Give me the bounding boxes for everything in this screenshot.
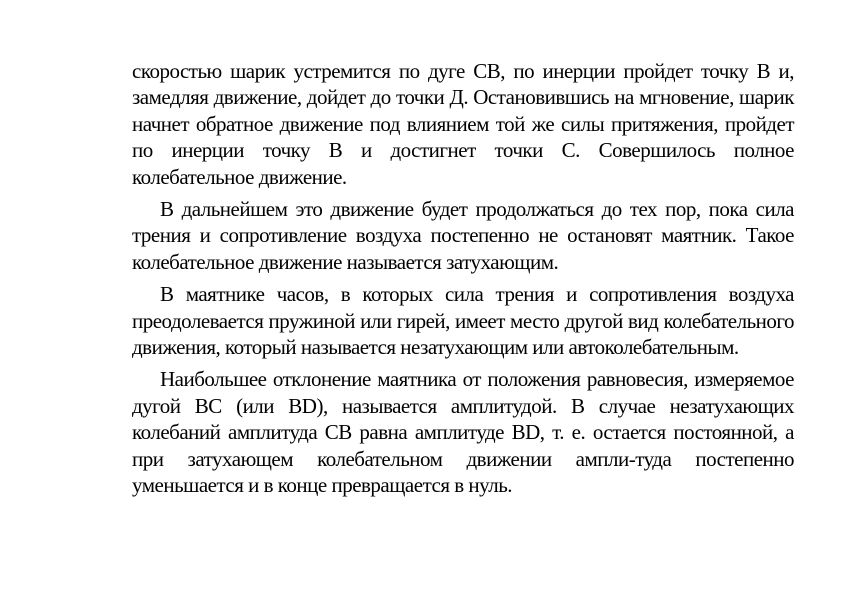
paragraph-undamped: В маятнике часов, в которых сила трения и сопротивления воздуха преодолевается пружиной или гирей, имеет место другой вид колебательного движения, который называется незатухающим или автоколебательным. xyxy=(132,282,794,360)
text-body xyxy=(132,58,794,505)
paragraph-amplitude: Наибольшее отклонение маятника от положения равновесия, измеряемое дугой ВС (или BD), называется амплитудой. В случае незатухающих колебаний амплитуда СВ равна амплитуде BD, т. е. остается постоянной, а при затухающем колебательном движении ампли-туда постепенно уменьшается и в конце превращается в нуль. xyxy=(132,367,794,498)
paragraph-damped: В дальнейшем это движение будет продолжаться до тех пор, пока сила трения и сопротивление воздуха постепенно не остановят маятник. Такое колебательное движение называется затухающим. xyxy=(132,197,794,274)
paragraph-continuation: скоростью шарик устремится по дуге СВ, по инерции пройдет точку В и, замедляя движение, дойдет до точки Д. Остановившись на мгновение, шарик начнет обратное движение под влиянием той же силы притяжения, пройдет по инерции точку В и достигнет точки С. Совершилось полное колебательное движение. xyxy=(132,59,794,189)
